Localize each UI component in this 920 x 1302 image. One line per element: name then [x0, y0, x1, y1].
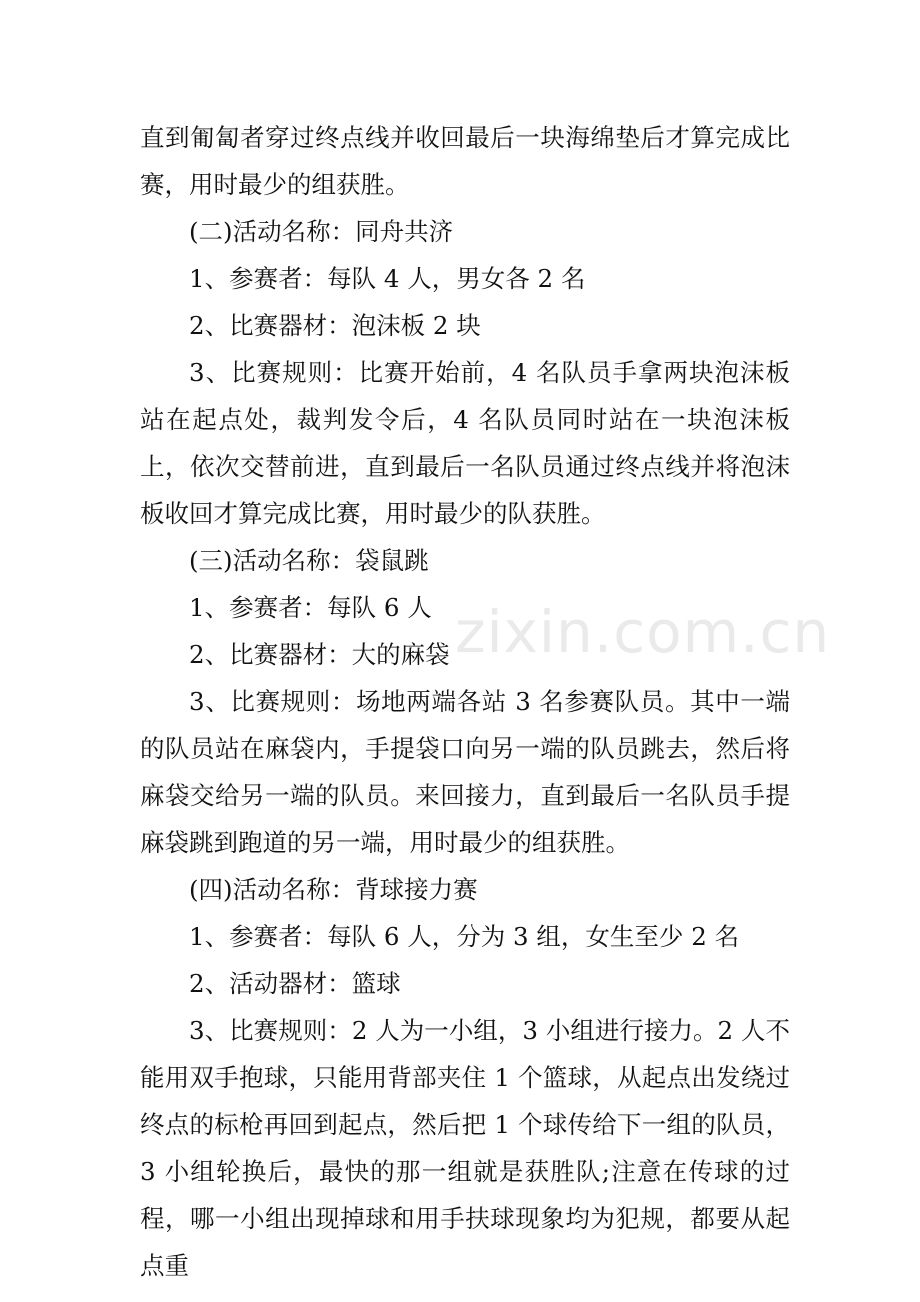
- paragraph-rules: 3、比赛规则：2 人为一小组，3 小组进行接力。2 人不能用双手抱球，只能用背部夹住 1 个篮球，从起点出发绕过终点的标枪再回到起点，然后把 1 个球传给下一组的队员，3 小组轮换后，最快的那一组就是获胜队;注意在传球的过程，哪一小组出现掉球和用手扶球现象均为犯规，都要从起点重: [140, 1016, 790, 1280]
- paragraph-participants: 1、参赛者：每队 6 人: [189, 593, 432, 622]
- section-heading-beiqiujielisai: (四)活动名称：背球接力赛: [189, 875, 478, 904]
- paragraph-equipment: 2、比赛器材：大的麻袋: [189, 640, 450, 669]
- section-heading-daishutiao: (三)活动名称：袋鼠跳: [189, 546, 429, 575]
- paragraph-continuation: 直到匍匐者穿过终点线并收回最后一块海绵垫后才算完成比赛，用时最少的组获胜。: [140, 123, 790, 199]
- watermark: zixin.com.cn: [455, 598, 831, 666]
- paragraph-equipment: 2、活动器材：篮球: [189, 969, 401, 998]
- document-body: [140, 114, 790, 1289]
- paragraph-rules: 3、比赛规则：比赛开始前，4 名队员手拿两块泡沫板站在起点处，裁判发令后，4 名队员同时站在一块泡沫板上，依次交替前进，直到最后一名队员通过终点线并将泡沫板收回才算完成比赛，用时最少的队获胜。: [140, 358, 790, 528]
- paragraph-equipment: 2、比赛器材：泡沫板 2 块: [189, 311, 481, 340]
- section-heading-tongzhougongji: (二)活动名称：同舟共济: [189, 217, 454, 246]
- paragraph-rules: 3、比赛规则：场地两端各站 3 名参赛队员。其中一端的队员站在麻袋内，手提袋口向另一端的队员跳去，然后将麻袋交给另一端的队员。来回接力，直到最后一名队员手提麻袋跳到跑道的另一端，用时最少的组获胜。: [140, 687, 790, 857]
- paragraph-participants: 1、参赛者：每队 4 人，男女各 2 名: [189, 264, 586, 293]
- paragraph-participants: 1、参赛者：每队 6 人，分为 3 组，女生至少 2 名: [189, 922, 740, 951]
